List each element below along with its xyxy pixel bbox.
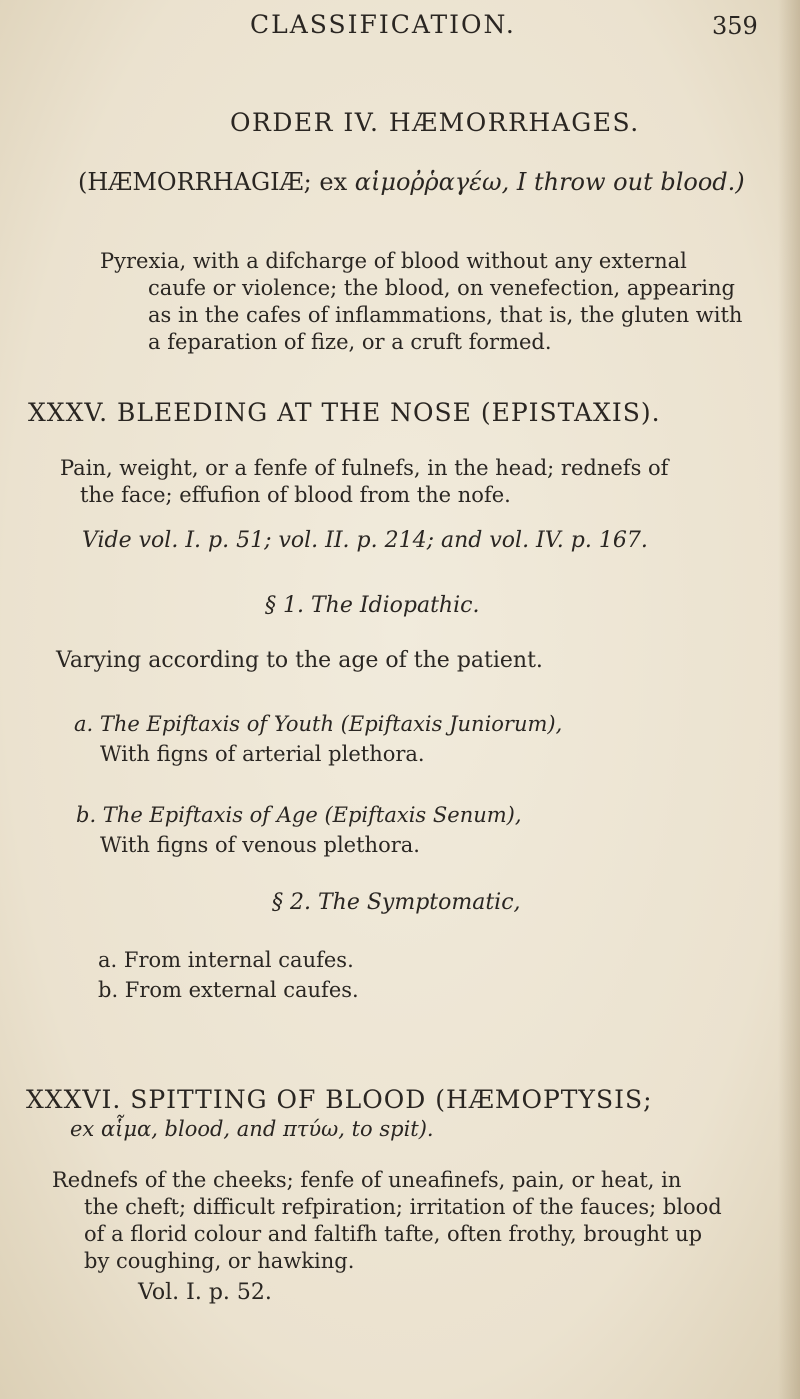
page-edge-shadow xyxy=(778,0,800,1399)
text-line: by coughing, or hawking. xyxy=(84,1249,355,1273)
item-a-label: a. The Epiftaxis of Youth (Epiftaxis Juniorum), xyxy=(74,712,563,736)
text-line: caufe or violence; the blood, on venefection, appearing xyxy=(148,276,735,300)
text-line: of a florid colour and faltifh tafte, often frothy, brought up xyxy=(84,1222,703,1246)
item-b-label: b. The Epiftaxis of Age (Epiftaxis Senum), xyxy=(76,803,522,827)
item-a-text: With figns of arterial plethora. xyxy=(100,742,425,766)
text-line: Rednefs of the cheeks; fenfe of uneafinefs, pain, or heat, in xyxy=(52,1168,682,1192)
subsection-symptomatic: § 2. The Symptomatic, xyxy=(272,890,521,915)
section-xxxvi-etymology: ex αἷμα, blood, and πτύω, to spit). xyxy=(70,1117,434,1141)
text-line: as in the cafes of inflammations, that is, the gluten with xyxy=(148,303,743,327)
text-line: Pyrexia, with a difcharge of blood without any external xyxy=(100,249,687,273)
order-etymology xyxy=(78,168,745,196)
volume-reference: Vol. I. p. 52. xyxy=(138,1280,272,1305)
section-heading-xxxv: XXXV. BLEEDING AT THE NOSE (EPISTAXIS). xyxy=(28,398,661,427)
text-line: the face; effufion of blood from the nofe. xyxy=(80,483,511,507)
item-2b: b. From external caufes. xyxy=(98,978,359,1002)
etymology-greek: αἱμοῤῥαγέω, I throw out blood.) xyxy=(354,168,745,196)
section-xxxvi-description xyxy=(52,1167,722,1275)
vide-reference: Vide vol. I. p. 51; vol. II. p. 214; and vol. IV. p. 167. xyxy=(82,528,648,553)
item-2a: a. From internal caufes. xyxy=(98,948,354,972)
subsection-idiopathic: § 1. The Idiopathic. xyxy=(265,593,480,618)
item-b-text: With figns of venous plethora. xyxy=(100,833,420,857)
section-heading-xxxvi: XXXVI. SPITTING OF BLOOD (HÆMOPTYSIS; xyxy=(26,1085,653,1114)
order-heading: ORDER IV. HÆMORRHAGES. xyxy=(230,108,640,137)
text-line: a feparation of fize, or a cruft formed. xyxy=(148,330,552,354)
section-xxxv-description xyxy=(60,455,668,509)
running-header: CLASSIFICATION. xyxy=(250,10,516,39)
text-line: the cheft; difficult refpiration; irritation of the fauces; blood xyxy=(84,1195,722,1219)
page-number: 359 xyxy=(712,12,758,40)
varying-note: Varying according to the age of the patient. xyxy=(56,648,543,673)
order-description xyxy=(100,248,742,356)
text-line: Pain, weight, or a fenfe of fulnefs, in the head; rednefs of xyxy=(60,456,669,480)
etymology-prefix: (HÆMORRHAGIÆ; ex xyxy=(78,168,355,196)
